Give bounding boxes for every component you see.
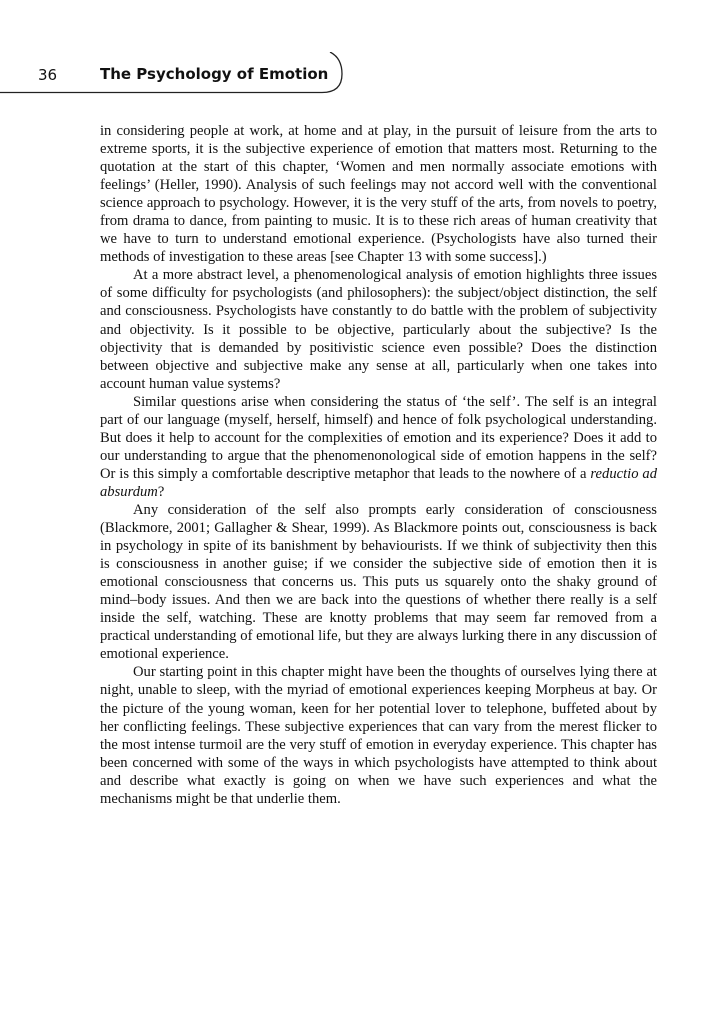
paragraph-3-text: Similar questions arise when considering the status of ‘the self’. The self is an integral part of our language (myself, herself, himself) and hence of folk psychological understanding. But does it help to account for the complexities of emotion and its experience? Does it add to our understanding to argue that the phenomenonological side of emotion happens in the self? Or is this simply a comfortable descriptive metaphor that leads to the nowhere of a [100, 393, 657, 482]
paragraph-1: in considering people at work, at home and at play, in the pursuit of leisure from the arts to extreme sports, it is the subjective experience of emotion that matters most. Returning to the quotation at the start of this chapter, ‘Women and men normally associate emotions with feelings’ (Heller, 1990). Analysis of such feelings may not accord well with the conventional science approach to psychology. However, it is the very stuff of the arts, from novels to poetry, from drama to dance, from painting to music. It is to these rich areas of human creativity that we have to turn to understand emotional experience. (Psychologists have also turned their methods of investigation to these areas [see Chapter 13 with some success].) [100, 123, 657, 266]
paragraph-5: Our starting point in this chapter might have been the thoughts of ourselves lying there at night, unable to sleep, with the myriad of emotional experiences keeping Morpheus at bay. Or the picture of the young woman, keen for her potential lover to telephone, buffeted about by her conflicting feelings. These subjective experiences that can vary from the merest flicker to the most intense turmoil are the very stuff of emotion in everyday experience. This chapter has been concerned with some of the ways in which psychologists have attempted to think about and describe what exactly is going on when we have such experiences and what the mechanisms might be that underlie them. [100, 664, 657, 807]
paragraph-3 [100, 393, 657, 501]
page-number: 36 [38, 66, 58, 84]
paragraph-2: At a more abstract level, a phenomenological analysis of emotion highlights three issues of some difficulty for psychologists (and philosophers): the subject/object distinction, the self and consciousness. Psychologists have constantly to do battle with the problem of subjectivity and objectivity. Is it possible to be objective, particularly about the subjective? Is the objectivity that is demanded by positivistic science even possible? Does the distinction between objective and subjective make any sense at all, particularly when one takes into account human value systems? [100, 267, 657, 392]
running-title: The Psychology of Emotion [100, 65, 329, 83]
paragraph-4: Any consideration of the self also prompts early consideration of consciousness (Blackmore, 2001; Gallagher & Shear, 1999). As Blackmore points out, consciousness is back in psychology in spite of its banishment by behaviourists. If we think of subjectivity then this is consciousness in another guise; if we consider the subjective side of emotion then it is emotional consciousness that concerns us. This puts us squarely onto the shaky ground of mind–body issues. And then we are back into the questions of whether there really is a self inside the self, watching. These are knotty problems that may seem far removed from a practical understanding of emotional life, but they are always lurking there in any discussion of emotional experience. [100, 501, 657, 663]
body-text [100, 122, 657, 808]
paragraph-3-italic: reductio ad absurdum [100, 465, 657, 500]
paragraph-3-end: ? [157, 483, 165, 500]
